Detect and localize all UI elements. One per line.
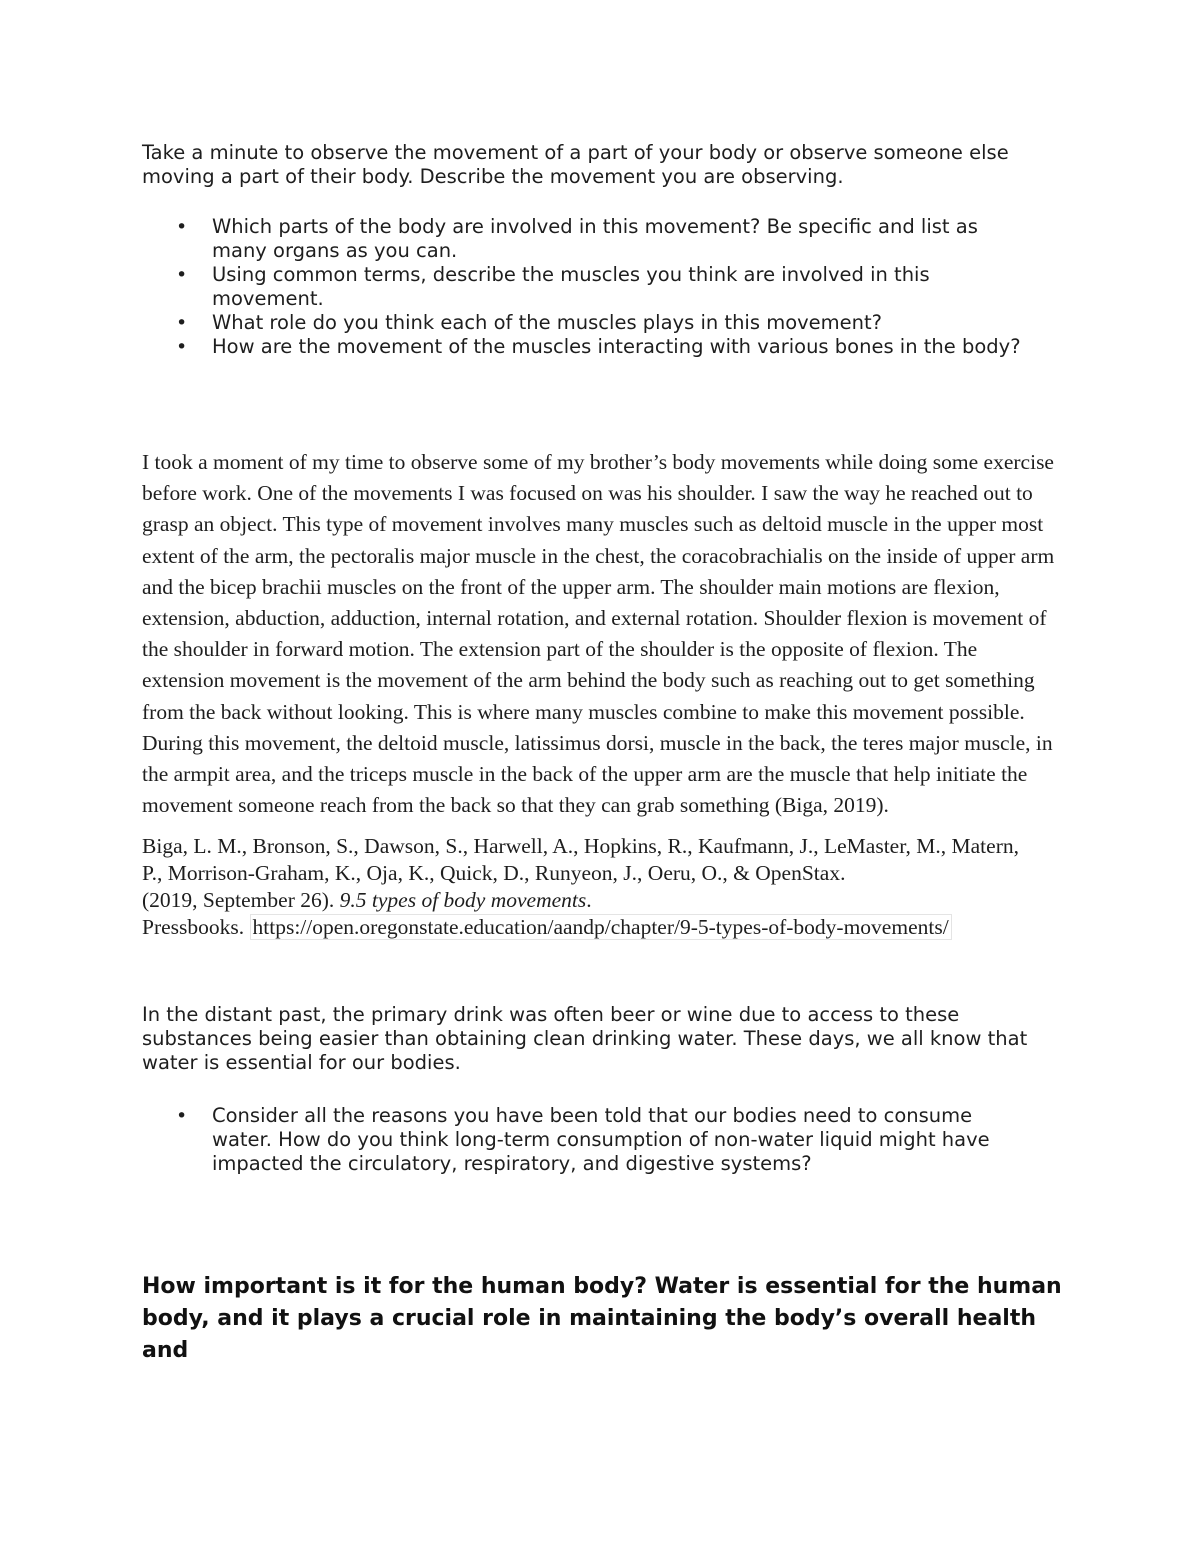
bullet-icon: •: [176, 264, 188, 286]
bullet-icon: •: [176, 312, 188, 334]
citation-authors: Biga, L. M., Bronson, S., Dawson, S., Harwell, A., Hopkins, R., Kaufmann, J., LeMaster, M., Matern, P., Morrison-Graham, K., Oja, K., Quick, D., Runyeon, J., Oeru, O., & OpenStax.: [142, 834, 1019, 886]
list-item: [142, 215, 1032, 263]
citation-title: 9.5 types of body movements: [339, 888, 587, 913]
answer-paragraph-1: I took a moment of my time to observe some of my brother’s body movements while doing some exercise before work. One of the movements I was focused on was his shoulder. I saw the way he reached out to grasp an object. This type of movement involves many muscles such as deltoid muscle in the upper most extent of the arm, the pectoralis major muscle in the chest, the coracobrachialis on the inside of upper arm and the bicep brachii muscles on the front of the upper arm. The shoulder main motions are flexion, extension, abduction, adduction, internal rotation, and external rotation. Shoulder flexion is movement of the shoulder in forward motion. The extension part of the shoulder is the opposite of flexion. The extension movement is the movement of the arm behind the body such as reaching out to get something from the back without looking. This is where many muscles combine to make this movement possible. During this movement, the deltoid muscle, latissimus dorsi, muscle in the back, the teres major muscle, in the armpit area, and the triceps muscle in the back of the upper arm are the muscle that help initiate the movement someone reach from the back so that they can grab something (Biga, 2019).: [142, 450, 1055, 818]
prompt-paragraph-2: In the distant past, the primary drink was often beer or wine due to access to these substances being easier than obtaining clean drinking water. These days, we all know that water is essential for our bodies.: [142, 1003, 1028, 1075]
list-item: [142, 1104, 1032, 1176]
bullet-icon: •: [176, 1105, 188, 1128]
list-item-text: What role do you think each of the muscles plays in this movement?: [212, 311, 883, 334]
list-item-text: How are the movement of the muscles interacting with various bones in the body?: [212, 335, 1021, 358]
list-item: [142, 263, 1032, 311]
list-item-text: Using common terms, describe the muscles you think are involved in this movement.: [212, 263, 930, 310]
list-item-text: Which parts of the body are involved in this movement? Be specific and list as many organs as you can.: [212, 215, 978, 262]
bullet-icon: •: [176, 216, 188, 238]
citation-title-suffix: .: [586, 888, 592, 913]
list-item-text: Consider all the reasons you have been told that our bodies need to consume water. How do you think long-term consumption of non-water liquid might have impacted the circulatory, respiratory, and digestive systems?: [212, 1104, 990, 1176]
citation-url-link[interactable]: https://open.oregonstate.education/aandp/chapter/9-5-types-of-body-movements/: [250, 914, 952, 940]
prompt-paragraph-1: Take a minute to observe the movement of a part of your body or observe someone else moving a part of their body. Describe the movement you are observing.: [142, 141, 1009, 188]
document-page: [142, 141, 1062, 1367]
citation-publisher: Pressbooks.: [142, 915, 245, 940]
prompt-question-list-2: [142, 1104, 1062, 1176]
reference-citation: [142, 833, 1042, 941]
list-item: [142, 311, 1032, 335]
bullet-icon: •: [176, 336, 188, 358]
answer-paragraph-2: How important is it for the human body? Water is essential for the human body, and it plays a crucial role in maintaining the body’s overall health and: [142, 1274, 1062, 1364]
prompt-question-list-1: [142, 215, 1062, 359]
list-item: [142, 335, 1032, 359]
citation-date: (2019, September 26).: [142, 888, 335, 913]
